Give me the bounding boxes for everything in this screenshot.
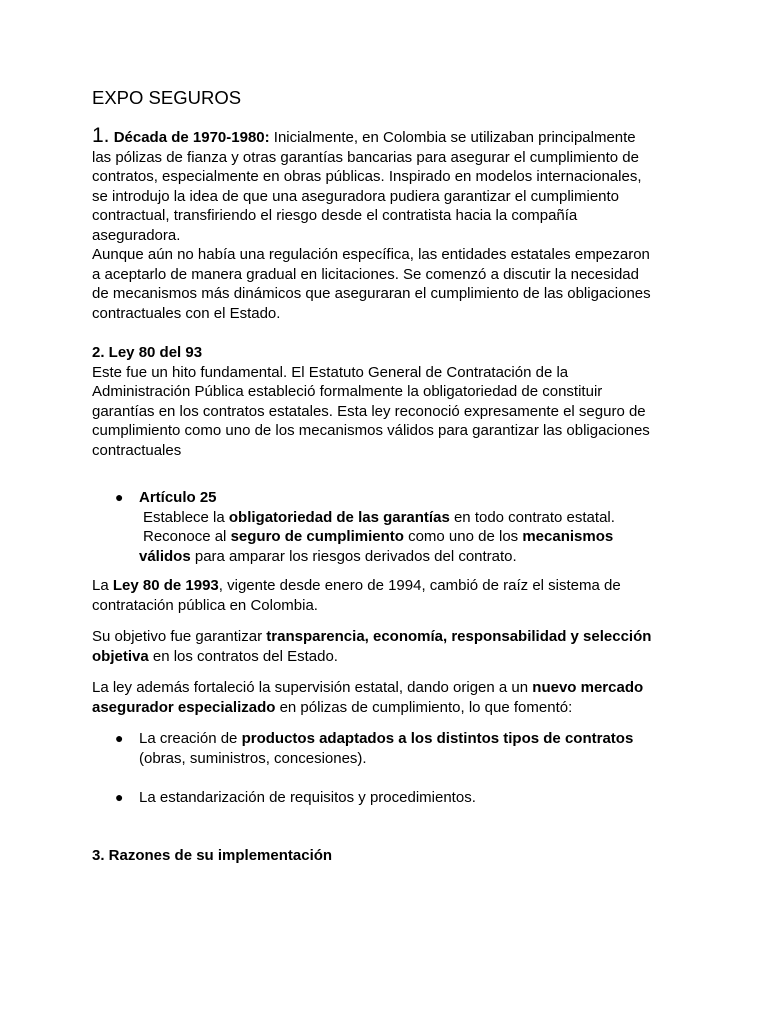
fomento-item-1-line-2: (obras, suministros, concesiones). [139, 749, 367, 767]
bullet-icon: ● [115, 489, 124, 505]
paragraph-fortalecio-line-2 [92, 698, 678, 718]
text-run: Establece la [143, 508, 229, 526]
text-run: como uno de los [403, 528, 523, 545]
fomento-list [92, 729, 678, 808]
paragraph-objetivo [92, 627, 678, 647]
bold-run: Ley 80 de 1993 [112, 577, 219, 594]
article-25-line-1 [139, 508, 678, 528]
document-page [92, 86, 678, 865]
section-2-line: Administración Pública estableció formalmente la obligatoriedad de constituir [92, 383, 603, 400]
article-25-line-2 [139, 527, 678, 547]
bold-run: productos adaptados a los distintos tipos de contratos [241, 730, 634, 747]
fomento-item-1-line-1 [139, 729, 678, 749]
text-run: en todo contrato estatal. [449, 508, 615, 526]
bold-run: objetiva [92, 647, 149, 665]
section-3 [92, 846, 678, 866]
fomento-item-1 [92, 729, 678, 768]
article-25-list [92, 488, 678, 566]
paragraph-ley-80 [92, 576, 678, 596]
fomento-item-2 [92, 788, 678, 808]
bullet-icon: ● [115, 789, 124, 805]
section-2-line: contractuales [92, 441, 182, 459]
section-1-line: Aunque aún no había una regulación específica, las entidades estatales empezaron [92, 246, 650, 263]
text-run: en pólizas de cumplimiento, lo que fomentó: [275, 698, 573, 716]
section-1-line: aseguradora. [92, 226, 181, 244]
section-1-line: contractuales con el Estado. [92, 304, 281, 322]
bold-run: mecanismos [522, 528, 614, 545]
text-run: , vigente desde enero de 1994, cambió de raíz el sistema de [218, 577, 621, 594]
bold-run: asegurador especializado [92, 698, 276, 716]
bullet-icon: ● [115, 730, 124, 746]
article-25-item [92, 488, 678, 566]
bold-run: obligatoriedad de las garantías [228, 508, 450, 526]
section-1-line: las pólizas de fianza y otras garantías bancarias para asegurar el cumplimiento de [92, 148, 639, 166]
article-25-line-3 [139, 547, 678, 567]
section-1-first-line [92, 126, 678, 148]
section-2-line: Este fue un hito fundamental. El Estatuto General de Contratación de la [92, 363, 569, 381]
section-2-line: cumplimiento como uno de los mecanismos válidos para garantizar las obligaciones [92, 422, 650, 439]
paragraph-objetivo-line-2 [92, 647, 678, 667]
section-3-heading: 3. Razones de su implementación [92, 846, 333, 864]
article-25-label: Artículo 25 [139, 489, 217, 506]
document-title: EXPO SEGUROS [92, 87, 242, 108]
paragraph-ley-80-line-2: contratación pública en Colombia. [92, 596, 318, 614]
fomento-item-2-line-1: La estandarización de requisitos y procedimientos. [139, 789, 476, 806]
section-2-heading: 2. Ley 80 del 93 [92, 344, 203, 361]
text-run: Su objetivo fue garantizar [92, 628, 267, 645]
section-1-heading: Década de 1970-1980: [113, 129, 270, 146]
bold-run: seguro de cumplimiento [230, 528, 404, 545]
bold-run: nuevo mercado [532, 679, 644, 696]
text-run: La [92, 577, 113, 594]
section-1-line: contratos, especialmente en obras públicas. Inspirado en modelos internacionales, [92, 168, 642, 185]
section-1-line: de mecanismos más dinámicos que aseguraran el cumplimiento de las obligaciones [92, 285, 651, 302]
section-1 [92, 126, 678, 323]
section-2 [92, 343, 678, 808]
text-run: en los contratos del Estado. [148, 647, 338, 665]
section-1-body-first: Inicialmente, en Colombia se utilizaban principalmente [269, 129, 636, 146]
text-run: La creación de [139, 730, 242, 747]
text-run: La ley además fortaleció la supervisión estatal, dando origen a un [92, 679, 533, 696]
section-1-line: contractual, transfiriendo el riesgo desde el contratista hacia la compañía [92, 207, 578, 224]
bold-run: transparencia, economía, responsabilidad y selección [266, 628, 652, 645]
section-1-line: se introdujo la idea de que una aseguradora pudiera garantizar el cumplimiento [92, 187, 620, 205]
paragraph-fortalecio [92, 678, 678, 698]
text-run: para amparar los riesgos derivados del contrato. [190, 547, 517, 565]
section-1-number: 1. [92, 124, 110, 147]
bold-run: válidos [139, 547, 191, 565]
section-1-line: a aceptarlo de manera gradual en licitaciones. Se comenzó a discutir la necesidad [92, 265, 639, 283]
text-run: Reconoce al [143, 528, 231, 545]
section-2-line: garantías en los contratos estatales. Esta ley reconoció expresamente el seguro de [92, 402, 646, 420]
